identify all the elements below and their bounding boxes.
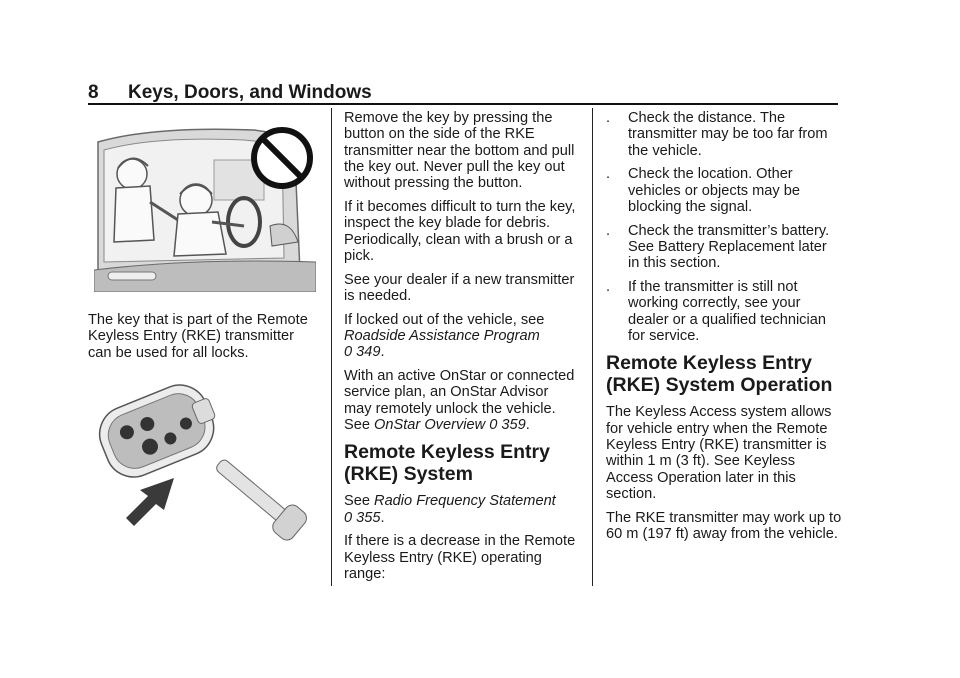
page-reference[interactable]: 0 349 — [344, 344, 381, 361]
paragraph-text: See — [344, 493, 370, 510]
page-number: 8 — [88, 82, 99, 103]
section-heading: Remote Keyless Entry (RKE) System — [344, 441, 550, 486]
bullet-text: If the transmitter is still not working correctly, see your dealer or a qualified technician for service. — [628, 279, 826, 345]
bullet-item — [606, 279, 842, 344]
bullet-text: later in this section. — [628, 239, 827, 272]
bullet-text: Check the transmitter’s battery. See — [628, 222, 830, 256]
paragraph: If it becomes difficult to turn the key, inspect the key blade for debris. Periodically, clean with a brush or a pick. — [344, 198, 576, 264]
cross-reference[interactable]: Keyless Access Operation — [606, 453, 795, 486]
paragraph-text: With an active OnStar or connected service plan, an OnStar Advisor may remotely unlock the vehicle. See — [344, 368, 575, 434]
bullet-text: Check the distance. The transmitter may be too far from the vehicle. — [628, 110, 828, 159]
section-title: Keys, Doors, and Windows — [128, 82, 372, 103]
paragraph: Remove the key by pressing the button on the side of the RKE transmitter near the bottom and pull the key out. Never pull the key out without pressing the button. — [344, 110, 575, 192]
header-rule — [88, 103, 838, 105]
paragraph: The RKE transmitter may work up to 60 m (197 ft) away from the vehicle. — [606, 509, 842, 542]
paragraph: See Radio Frequency Statement 0 355. — [344, 493, 556, 526]
bullet-item — [606, 166, 842, 215]
rke-transmitter-illustration — [96, 374, 322, 558]
paragraph — [606, 404, 842, 502]
paragraph-text: The Keyless Access system allows for vehicle entry when the Remote Keyless Entry (RKE) transmitter is within 1 m (3 ft). See — [606, 404, 832, 470]
cross-reference[interactable]: Radio Frequency Statement — [374, 493, 556, 510]
page-reference[interactable]: 0 355 — [344, 509, 381, 526]
paragraph: If locked out of the vehicle, see Roadside Assistance Program 0 349. — [344, 311, 545, 361]
column-3 — [606, 110, 842, 550]
bullet-marker: . — [606, 110, 611, 126]
bullet-marker: . — [606, 222, 611, 239]
paragraph: With an active OnStar or connected service plan, an OnStar Advisor may remotely unlock the vehicle. See OnStar Overview 0 359. — [344, 368, 575, 434]
cross-reference[interactable]: Roadside Assistance Program — [344, 328, 540, 345]
cross-reference[interactable]: OnStar Overview — [374, 417, 486, 434]
paragraph-text: If locked out of the vehicle, see — [344, 311, 545, 328]
bullet-marker: . — [606, 279, 611, 296]
column-1 — [88, 312, 310, 368]
bullet-item — [606, 110, 842, 159]
cross-reference[interactable]: Battery Replacement — [658, 239, 795, 256]
section-heading: Remote Keyless Entry (RKE) System Operation — [606, 352, 833, 397]
column-2 — [344, 110, 578, 590]
page-reference[interactable]: 0 359 — [489, 417, 526, 434]
bullet-text: Check the location. Other vehicles or objects may be blocking the signal. — [628, 166, 800, 215]
bullet-marker: . — [606, 166, 611, 183]
children-in-vehicle-illustration — [94, 122, 316, 292]
column-divider-2 — [592, 108, 593, 586]
paragraph: The key that is part of the Remote Keyless Entry (RKE) transmitter can be used for all locks. — [88, 312, 308, 361]
paragraph-text: later in this section. — [606, 469, 796, 502]
bullet-item — [606, 223, 842, 272]
column-divider-1 — [331, 108, 332, 586]
paragraph: If there is a decrease in the Remote Keyless Entry (RKE) operating range: — [344, 533, 576, 583]
page-header — [88, 82, 838, 104]
paragraph: See your dealer if a new transmitter is needed. — [344, 271, 575, 304]
